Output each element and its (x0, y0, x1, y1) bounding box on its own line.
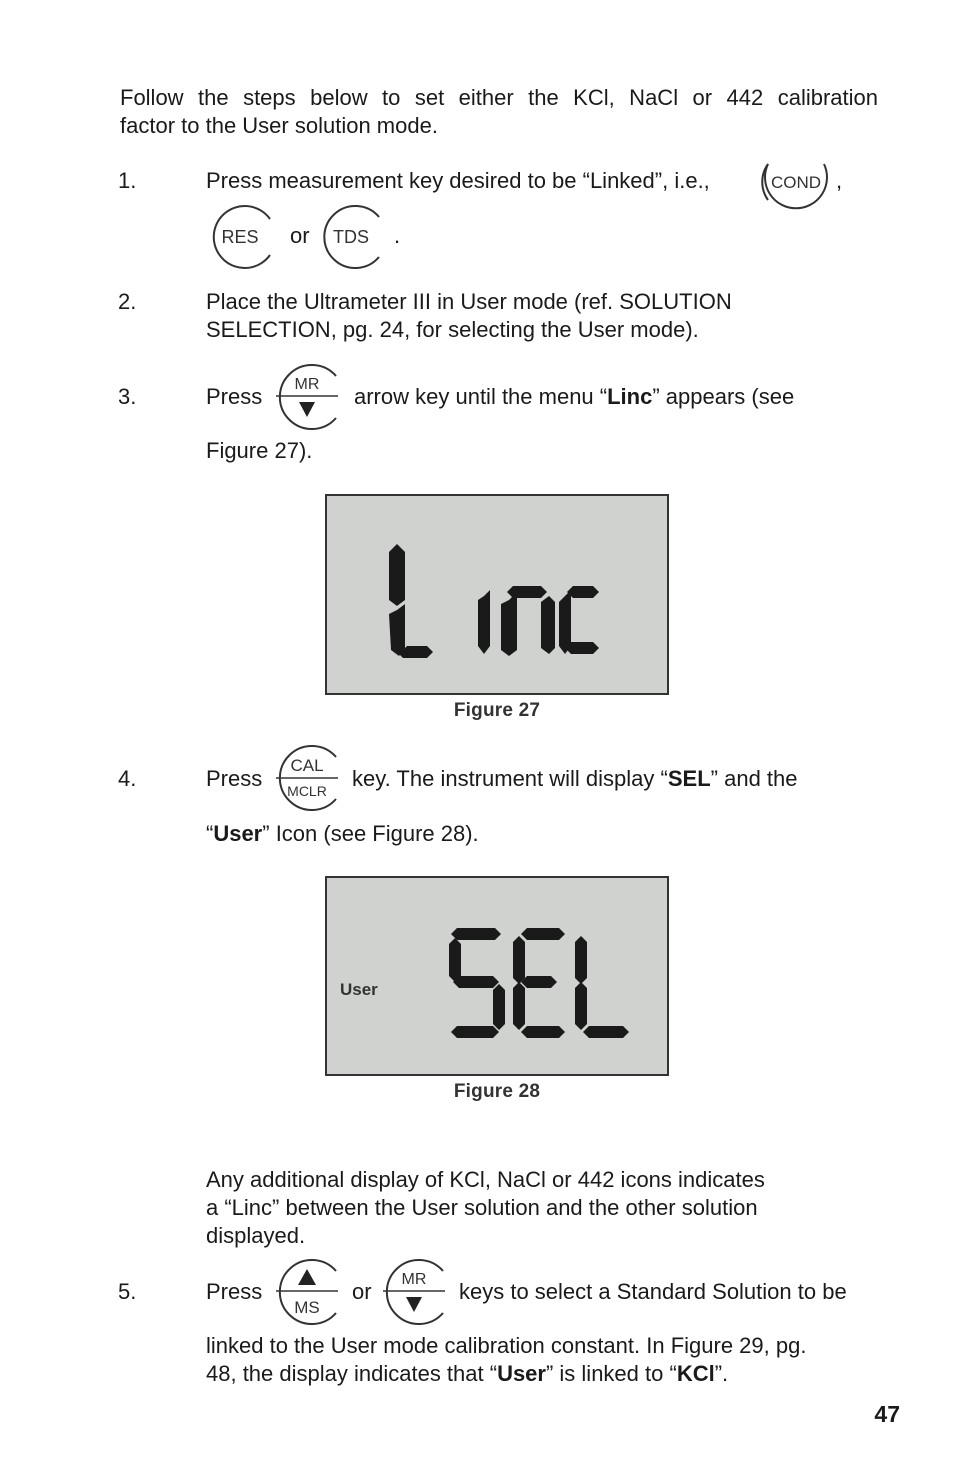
up-arrow-icon (298, 1269, 316, 1285)
step-3-line-2: Figure 27). (206, 438, 313, 463)
cal-key-label: CAL (290, 756, 324, 775)
figure-27-caption: Figure 27 (453, 700, 541, 721)
step-5-number: 5. (118, 1279, 137, 1304)
note-line-1: Any additional display of KCl, NaCl or 442 icons indicates (206, 1167, 765, 1192)
down-arrow-icon-2 (406, 1297, 422, 1312)
mr-key-label-2: MR (401, 1271, 427, 1288)
intro-line-1: Follow the steps below to set either the KCl, NaCl or 442 calibration (120, 85, 878, 110)
note-line-2: a “Linc” between the User solution and the other solution (206, 1195, 758, 1220)
intro-line-2: factor to the User solution mode. (120, 113, 438, 138)
step-4-line-2: “User” Icon (see Figure 28). (206, 821, 479, 846)
step-4-press: Press (206, 766, 263, 791)
mclr-key-label: MCLR (287, 783, 327, 799)
lcd-display-figure-28 (325, 876, 669, 1076)
step-3-text: arrow key until the menu “Linc” appears (see (354, 384, 795, 409)
mr-down-key-icon (270, 362, 344, 432)
res-key-icon (204, 203, 276, 271)
figure-28-caption: Figure 28 (453, 1081, 541, 1102)
cond-key-icon (760, 148, 832, 216)
mr-key-label: MR (294, 376, 320, 393)
step-5-or: or (352, 1279, 372, 1304)
sel-segment-readout (327, 878, 667, 1074)
step-2-number: 2. (118, 289, 137, 314)
step-5-line-3: 48, the display indicates that “User” is linked to “KCl”. (206, 1361, 729, 1386)
down-arrow-icon (299, 402, 315, 417)
tds-key-label: TDS (333, 227, 369, 247)
step-4-number: 4. (118, 766, 137, 791)
mr-down-key-icon-2 (377, 1257, 451, 1327)
ms-key-label: MS (294, 1298, 320, 1317)
res-key-label: RES (221, 227, 259, 247)
up-ms-key-icon (270, 1257, 344, 1327)
step-1-number: 1. (118, 168, 137, 193)
lcd-display-figure-27 (325, 494, 669, 695)
user-mode-indicator: User (340, 980, 378, 999)
step-4-text: key. The instrument will display “SEL” and the (352, 766, 798, 791)
cond-key-label: COND (770, 173, 822, 192)
step-5-text: keys to select a Standard Solution to be (459, 1279, 847, 1304)
step-5-line-2: linked to the User mode calibration constant. In Figure 29, pg. (206, 1333, 807, 1358)
step-2-line-1: Place the Ultrameter III in User mode (ref. SOLUTION (206, 289, 732, 314)
step-2-line-2: SELECTION, pg. 24, for selecting the User mode). (206, 317, 699, 342)
linc-segment-readout (327, 496, 667, 693)
step-1-comma: , (836, 168, 843, 193)
step-5-press: Press (206, 1279, 263, 1304)
step-3-press: Press (206, 384, 263, 409)
note-line-3: displayed. (206, 1223, 306, 1248)
page-number: 47 (874, 1401, 900, 1427)
step-1-period: . (394, 223, 401, 248)
step-1-or: or (290, 223, 310, 248)
step-3-number: 3. (118, 384, 137, 409)
cal-mclr-key-icon (270, 743, 344, 813)
step-1-text: Press measurement key desired to be “Linked”, i.e., (206, 168, 710, 193)
tds-key-icon (315, 203, 387, 271)
